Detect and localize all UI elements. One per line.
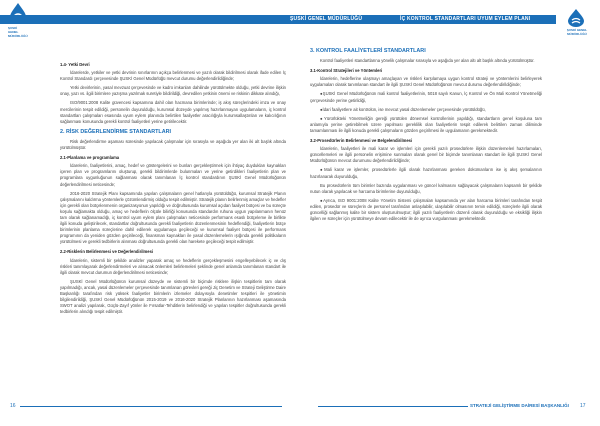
- logo-caption-left: ŞUSKİ GENEL MÜDÜRLÜĞÜ: [8, 26, 28, 38]
- paragraph: İdarelerin, faaliyetlerini, amaç, hedef ve göstergelerini ve bunları gerçekleştirmek için ihtiyaç duydukları kaynakları içeren plan ve programlarını oluşturup, gerekli bildirimlerde bulunmaları ve yerine getirdikleri faaliyetlerin plan ve programlara uygunluğunun sağlanması olarak tanımlanan İç kontrol standardının ŞUSKİ Genel Müdürlüğünün değerlendirilmesi neticesinde;: [60, 163, 286, 187]
- section-heading-3: 3. KONTROL FAALİYETLERİ STANDARTLARI: [310, 48, 426, 54]
- section-heading-1-4: 1.4- Yetki Devri: [60, 62, 90, 67]
- bullet-item: ●Yürürlükteki Yönetmeliğin gereği yürütülen dönemsel kontrollerinin yapıldığı, standartların genel koşuluna tam anlamıyla yerine getirebilmek üzere yapılması gereklilik olan faaliyetlerin tespit edilerek belirtilen zaman diliminde tamamlanması ile ilgili konuda gerekli çalışmaların gözden geçirilmesi ile uygulamanın gerekmektedir.: [310, 115, 542, 133]
- header-bar: [0, 15, 556, 24]
- paragraph: İdarelerde, yetkiler ve yetki devrinin sınırlarının açıkça belirlenmesi ve yazılı olarak bildirilmesi olarak ifade edilen İç Kontrol Standardı çerçevesinde ŞUSKİ Genel Müdürlüğü mevcut durumu değerlendirildiğinde;: [60, 70, 286, 82]
- paragraph: İdarelerin, hedeflerine ulaşmayı amaçlayan ve riskleri karşılamaya uygun kontrol strateji ve yöntemlerini belirleyerek uygulamaları olarak tanımlanan standart ile ilgili ŞUSKİ Genel Müdürlüğünün mevcut durumu değerlendirildiğinde;: [310, 76, 542, 88]
- left-column: [60, 58, 286, 318]
- logo-caption-right: ŞUSKİ GENEL MÜDÜRLÜĞÜ: [566, 28, 588, 36]
- suski-logo-right: [562, 8, 590, 36]
- section-heading-2: 2. RİSK DEĞERLENDİRME STANDARTLARI: [60, 128, 172, 135]
- footer-department: STRATEJİ GELİŞTİRME DAİRESİ BAŞKANLIĞI: [470, 403, 569, 408]
- section-heading-2-2: 2.2-Risklerin Belirlenmesi ve Değerlendirilmesi: [60, 249, 154, 255]
- paragraph: İdarelerin, sistemli bir şekilde analizler yaparak amaç ve hedeflerin gerçekleşmesini engelleyebilecek iç ve dış riskleri tanımlayarak değerlendirmeleri ve alınacak önlemleri belirlemeleri şeklinde genel anlamda tanımlanan standart ile ilgili olarak mevcut durumun değerlendirilmesi neticesinde;: [60, 257, 286, 275]
- footer-rule-right: [318, 406, 468, 407]
- page-number-right: 17: [580, 403, 586, 409]
- section-heading-3-1: 3.1-Kontrol Stratejileri ve Yöntemleri: [310, 68, 383, 74]
- section-heading-3-2: 3.2-Prosedürlerin Belirlenmesi ve Belgelendirilmesi: [310, 138, 413, 144]
- bullet-item: ●Ayrıca, ISO 9001:2008 Kalite Yönetim Sistemi çalışmaları kapsamında yer alan harcama birimleri tarafından tespit edilen, prosedür ve süreçlerin de personel tarafından anlaşılabilir, ulaşılabilir olmasının temin edildiği, süreçlerle ilgili olarak güncelliği sağlanmış kalite bir sistem oluşturulmuştur; ilgili yazılı faaliyetlerin düzenli olarak duyurulduğu ve eksikliği ilişkin ilgilen ve süreçler için yürütülmeye devam edilecektir ile de ayrıca vurgulanması gerekmektedir.: [310, 197, 542, 222]
- paragraph: İdarelerin, faaliyetleri ile mali karar ve işlemleri için gerekli yazılı prosedürlere ilişkin düzenlemeleri hazırlamaları, güncellemeleri ve ilgili personelin erişimine sunmaları olarak genel bir biçimde tanımlanan standart ile ilgili ŞUSKİ Genel Müdürlüğünün mevcut durumunu değerlendirildiğinde;: [310, 146, 542, 164]
- paragraph: Risk değerlendirme aşaması süresinde yapılacak çalışmalar için sırasıyla ve aşağıda yer alan iki alt başlık altında yürütülmüştür.: [60, 138, 286, 151]
- paragraph: 2016-2020 Stratejik Planı kapsamında yapılan çalışmaların genel hatlarıyla yürütüldüğü, kurumsal Stratejik Planın çalışmalarını kaldırma yöntemlerle çözümlendirmiş olduğu tespit edilmiştir. Stratejik planın belirlenmiş amaçlar ve hedefler için gerekli olan bütçelenmenin organizasyonun yapıldığı ve doğrultusunda kurumsal açıdan faaliyet bütçesi ve bu süreçte koşulu sağlamakta olduğu, amaç ve hedeflerin ölçüle bilirliği konusunda standardın ruhuna uygun yapılanmanın henüz tam olarak sağlanamadığı, iç kontrol uyum eylem planı çalışmaları neticesinde performans esaslı bütçeleme ile birlikte ilgili konuda geliştirilecek, standartlar doğrultusunda gerekli faaliyetlerin düzenlenmesinin hedeflendiği, faaliyetlerin bütçe birimlerinin planlama süreçlerine dahil edilerek uygulamaya geçileceği ve kurumsal faaliyet bütçesi ile performans programının da yeniden gözden geçirileceği, finansman kaynakları ile yasal düzenlemelerin ışığında gerekli politikaların yürütülmesi ve gerekli tedbirlerin alınması doğrultusunda gerekli olan harekete geçileceği tespit edilmiştir.: [60, 190, 286, 245]
- page-number-left: 16: [10, 403, 16, 409]
- paragraph: Kontrol faaliyetleri standartlarına yönelik çalışmalar sırasıyla ve aşağıda yer alan altı alt başlık altında yürütülmüştür.: [320, 58, 535, 64]
- paragraph: Bu prosedürlerin tüm birimler bazında uygulanması ve güncel kalmasını sağlayacak çalışmaların kapsamlı bir şekilde nutun olarak yapılacak ve harcama birimlerine duyurulduğu,: [310, 182, 542, 194]
- paragraph: ŞUSKİ Genel Müdürlüğünün kurumsal düzeyde ve sistemli bir biçimde risklere ilişkin tespitlerin tam olarak yapılmadığı, ancak, yasal düzenlemeler çerçevesinde tanımlanan görevleri gereği Jiç Denetim ve Strateji Geliştirme Daire Başkanlığı tarafından risk yüksek faaliyetler birimlerin izlemeler dolayısıyla denetimler tespitleri ile yönetimin bilgilendirildiği, ŞUSKİ Genel Müdürlüğünün 2015-2019 ve 2016-2020 Stratejik Planlarının hazırlanması aşamasında SWOT analizi yapılarak, Güçlü-Zayıf yönler ile Fırsatlar-Tehditlerin belirlendiği ve yapılan tespitler doğrultusunda gerekli tedbirlerin alındığı tespit edilmiştir.: [60, 278, 286, 315]
- water-drop-logo-icon: [562, 8, 590, 28]
- right-column: [310, 44, 542, 225]
- header-org: ŞUSKİ GENEL MÜDÜRLÜĞÜ: [290, 16, 363, 22]
- paragraph: Yetki devirlerinin, yasal mevzuat çerçevesinde ve kadro imkanları dahilinde yürütülmekte olduğu, yetki devrine ilişkin onay, yazı vs. ilgili birimlere yazışma yazılmak suretiyle bildirildiği, devredilen yetkinin önemi ve riskinin dikkate alındığı,: [60, 85, 286, 97]
- bullet-item: ●Mali karar ve işlemler, prosedürlerle ilgili olarak hazırlanması gereken dokümanların ise iş akış şemalarının hazırlanarak duyurulduğu,: [310, 167, 542, 179]
- paragraph: ISO/9001:2008 Kalite güvencesi kapsamına dahil olan hacmana birimlerinde; iş akış süreçlerindeki imza ve onay mercilerinin tespit edildiği, personelin duyurulduğu, kurumsal düzeyde yapılmış hazırlanmayan uygulamaların, iç kontrol standartları çalışmaları esasında uyum eylem planında belirtilen faaliyetler aracılığıyla kurumsallaştırılan ve kalıcılığının sağlanması konusunda gerekli kontrol faaliyetleri yerine getirilecektir.: [60, 100, 286, 124]
- header-title: İÇ KONTROL STANDARTLARI UYUM EYLEM PLANI: [400, 16, 531, 22]
- bullet-item: ●İdari faaliyetlere ait kontrolün, ise mevcut yasal düzenlemeler çerçevesinde yürütüldüğü,: [320, 106, 486, 112]
- footer-rule-left: [20, 406, 282, 407]
- section-heading-2-1: 2.1-Planlama ve programlama: [60, 155, 120, 161]
- bullet-item: ●ŞUSKİ Genel Müdürlüğünün mali kontrol faaliyetlerinin, 5018 sayılı Kanun, İç Kontrol ve Ön Mali Kontrol Yönetmeliği çerçevesinde yerine getirildiği,: [310, 91, 542, 103]
